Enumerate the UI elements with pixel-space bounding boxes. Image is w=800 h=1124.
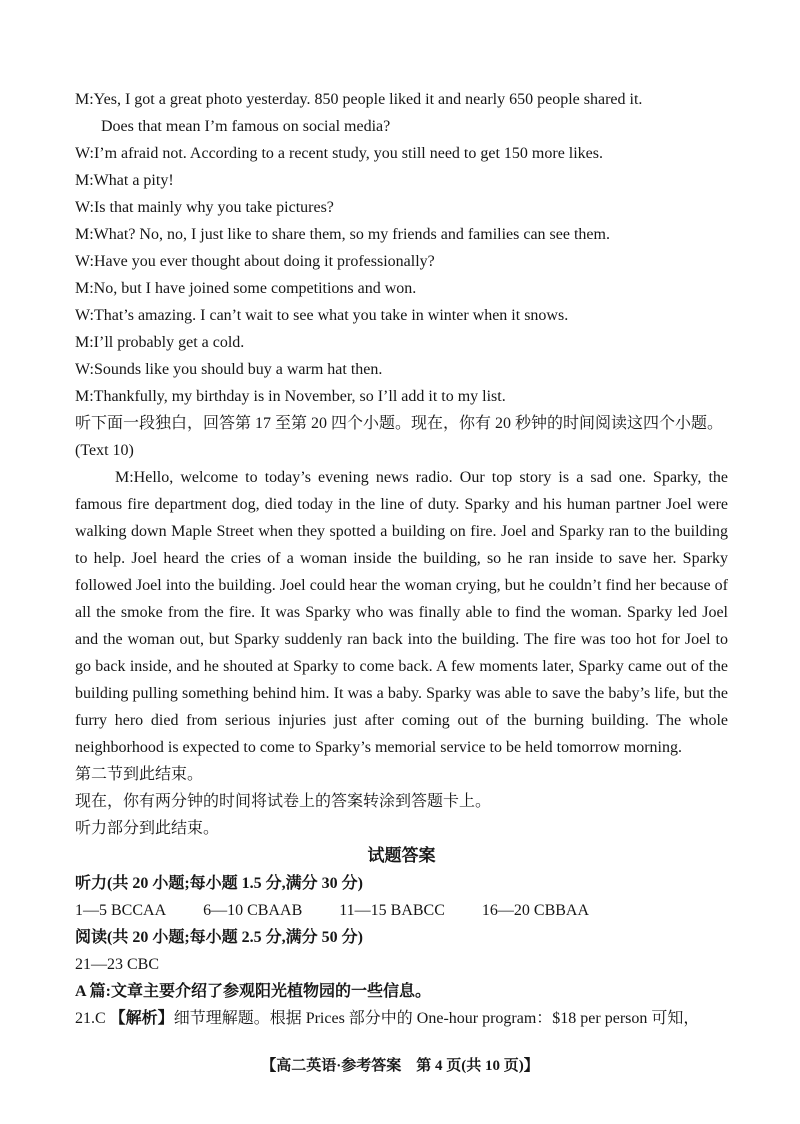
answer-group — [482, 902, 589, 919]
listening-end-line: 听力部分到此结束。 — [75, 820, 220, 837]
page-footer: 【高二英语·参考答案 第 4 页(共 10 页)】 — [261, 1058, 539, 1074]
answer-range: 16—20 — [481, 902, 530, 919]
item-21-explanation — [75, 1005, 728, 1032]
text10-label: (Text 10) — [75, 442, 134, 459]
answer-letters: CBC — [127, 956, 160, 973]
answer-letters: CBBAA — [533, 902, 590, 919]
answer-letters: CBAAB — [247, 902, 303, 919]
answer-range: 21—23 — [75, 956, 123, 973]
answer-range: 6—10 — [203, 902, 244, 919]
dialogue-line: M:What? No, no, I just like to share them, so my friends and families can see them. — [75, 226, 610, 243]
answer-transfer-note: 现在，你有两分钟的时间将试卷上的答案转涂到答题卡上。 — [75, 793, 492, 810]
dialogue-line-continuation: Does that mean I’m famous on social media? — [101, 118, 391, 135]
dialogue-line: M:What a pity! — [75, 172, 174, 189]
passage-a-summary: A 篇:文章主要介绍了参观阳光植物园的一些信息。 — [75, 983, 432, 1000]
dialogue-line: M:Thankfully, my birthday is in November, so I’ll add it to my list. — [75, 388, 506, 405]
dialogue-line: M:I’ll probably get a cold. — [75, 334, 245, 351]
reading-answers-line — [75, 951, 728, 978]
answer-group — [339, 902, 445, 919]
answer-range: 1—5 — [75, 902, 107, 919]
section-end-line: 第二节到此结束。 — [75, 766, 204, 783]
dialogue-line: W:Have you ever thought about doing it professionally? — [75, 253, 435, 270]
reading-score-header: 阅读(共 20 小题;每小题 2.5 分,满分 50 分) — [75, 929, 363, 946]
item-21-answer: 21.C — [75, 1010, 106, 1027]
answer-letters: BABCC — [390, 902, 445, 919]
dialogue-line: W:That’s amazing. I can’t wait to see what you take in winter when it snows. — [75, 307, 569, 324]
listening-score-header: 听力(共 20 小题;每小题 1.5 分,满分 30 分) — [75, 875, 363, 892]
dialogue-line: W:Sounds like you should buy a warm hat then. — [75, 361, 383, 378]
explanation-tag: 【解析】 — [109, 1010, 174, 1027]
answer-key-title: 试题答案 — [367, 846, 436, 865]
explanation-text: 细节理解题。根据 Prices 部分中的 One-hour program：$18 per person 可知， — [173, 1010, 700, 1027]
dialogue-line: W:I’m afraid not. According to a recent study, you still need to get 150 more likes. — [75, 145, 604, 162]
listening-transcript-section — [75, 86, 728, 842]
dialogue-line: M:No, but I have joined some competitions and won. — [75, 280, 417, 297]
answer-key-section — [75, 842, 728, 1032]
monologue-paragraph: M:Hello, welcome to today’s evening news radio. Our top story is a sad one. Sparky, the famous fire department dog, died today in the line of duty. Sparky and his human partner Joel were walking down Maple Street when they spotted a building on fire. Joel and Sparky ran to the building to help. Joel heard the cries of a woman inside the building, so he ran inside to save her. Sparky followed Joel into the building. Joel could hear the woman crying, but he couldn’t find her because of all the smoke from the fire. It was Sparky who was finally able to find the woman. Sparky led Joel and the woman out, but Sparky suddenly ran back into the building. The fire was too hot for Joel to go back inside, and he shouted at Sparky to come back. A few moments later, Sparky came out of the building pulling something behind him. It was a baby. Sparky was able to save the baby’s life, but the furry hero died from serious injuries just after coming out of the burning building. The whole neighborhood is expected to come to Sparky’s memorial service to be held tomorrow morning. — [75, 469, 728, 756]
answer-group — [75, 902, 166, 919]
answer-group — [75, 956, 159, 973]
monologue-instruction: 听下面一段独白，回答第 17 至第 20 四个小题。现在，你有 20 秒钟的时间阅读这四个小题。 — [75, 415, 724, 432]
listening-answers-line — [75, 897, 728, 924]
answer-range: 11—15 — [339, 902, 387, 919]
dialogue-line: M:Yes, I got a great photo yesterday. 850 people liked it and nearly 650 people shared it. — [75, 91, 643, 108]
dialogue-line: W:Is that mainly why you take pictures? — [75, 199, 334, 216]
answer-letters: BCCAA — [111, 902, 167, 919]
answer-group — [203, 902, 302, 919]
